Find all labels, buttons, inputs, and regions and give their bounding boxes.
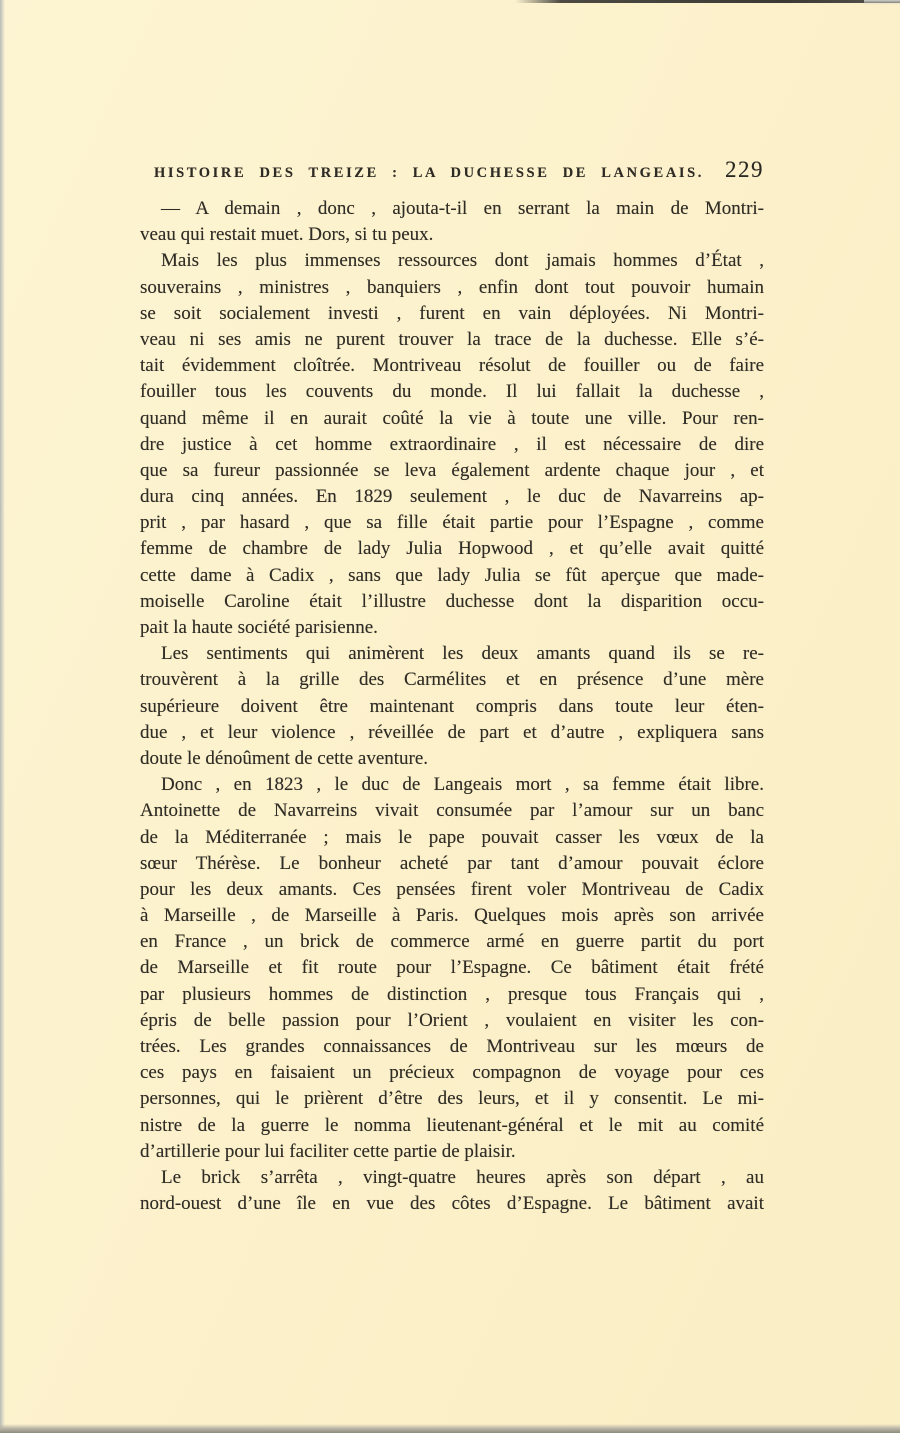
- page-number: 229: [725, 157, 764, 182]
- paragraph: [140, 248, 764, 641]
- text-line: Mais les plus immenses ressources dont jamais hommes d’État ,: [161, 250, 764, 272]
- text-line: pait la haute société parisienne.: [140, 617, 378, 638]
- scan-edge-top: [515, 0, 900, 3]
- scan-edge-bottom: [0, 1424, 900, 1433]
- paragraph: [140, 1165, 764, 1217]
- text-line: femme de chambre de lady Julia Hopwood , et qu’elle avait quitté: [140, 538, 764, 560]
- text-line: supérieure doivent être maintenant compris dans toute leur éten-: [140, 695, 764, 717]
- text-line: d’artillerie pour lui faciliter cette partie de plaisir.: [140, 1140, 516, 1162]
- text-line: Les sentiments qui animèrent les deux amants quand ils se re-: [161, 643, 764, 665]
- text-line: épris de belle passion pour l’Orient , voulaient en visiter les con-: [140, 1009, 764, 1031]
- page-body: [140, 196, 764, 1217]
- text-column: [140, 157, 764, 1217]
- text-line: de Marseille et fit route pour l’Espagne. Ce bâtiment était frété: [140, 957, 764, 979]
- text-line: tait évidemment cloîtrée. Montriveau résolut de fouiller ou de faire: [140, 355, 764, 377]
- text-line: Le brick s’arrêta , vingt-quatre heures après son départ , au: [161, 1166, 764, 1188]
- text-line: nistre de la guerre le nomma lieutenant-général et le mit au comité: [140, 1114, 764, 1136]
- text-line: dura cinq années. En 1829 seulement , le duc de Navarreins ap-: [140, 486, 764, 508]
- text-line: due , et leur violence , réveillée de part et d’autre , expliquera sans: [140, 721, 764, 743]
- text-line: trées. Les grandes connaissances de Montriveau sur les mœurs de: [140, 1036, 764, 1057]
- text-line: doute le dénoûment de cette aventure.: [140, 747, 429, 769]
- text-line: à Marseille , de Marseille à Paris. Quelques mois après son arrivée: [140, 905, 764, 927]
- text-line: de la Méditerranée ; mais le pape pouvait casser les vœux de la: [140, 826, 764, 848]
- text-line: sœur Thérèse. Le bonheur acheté par tant d’amour pouvait éclore: [140, 852, 764, 874]
- page-header: [140, 157, 764, 183]
- text-line: personnes, qui le prièrent d’être des leurs, et il y consentit. Le mi-: [140, 1088, 764, 1110]
- text-line: en France , un brick de commerce armé en guerre partit du port: [140, 931, 764, 953]
- text-line: — A demain , donc , ajouta-t-il en serrant la main de Montri-: [161, 198, 764, 219]
- text-line: nord-ouest d’une île en vue des côtes d’Espagne. Le bâtiment avait: [140, 1193, 764, 1215]
- text-line: Antoinette de Navarreins vivait consumée par l’amour sur un banc: [140, 800, 764, 822]
- running-title: HISTOIRE DES TREIZE : LA DUCHESSE DE LANGEAIS.: [154, 165, 705, 181]
- text-line: Donc , en 1823 , le duc de Langeais mort , sa femme était libre.: [161, 774, 764, 796]
- paragraph: [140, 196, 764, 248]
- text-line: fouiller tous les couvents du monde. Il lui fallait la duchesse ,: [140, 381, 764, 403]
- text-line: veau qui restait muet. Dors, si tu peux.: [140, 224, 434, 246]
- text-line: trouvèrent à la grille des Carmélites et en présence d’une mère: [140, 669, 764, 691]
- text-line: cette dame à Cadix , sans que lady Julia se fût aperçue que made-: [140, 564, 764, 586]
- text-line: dre justice à cet homme extraordinaire , il est nécessaire de dire: [140, 433, 764, 455]
- scan-edge-left: [0, 0, 5, 1433]
- text-line: ces pays en faisaient un précieux compagnon de voyage pour ces: [140, 1062, 764, 1084]
- text-line: veau ni ses amis ne purent trouver la trace de la duchesse. Elle s’é-: [140, 328, 764, 350]
- text-line: prit , par hasard , que sa fille était partie pour l’Espagne , comme: [140, 512, 764, 534]
- text-line: moiselle Caroline était l’illustre duchesse dont la disparition occu-: [140, 590, 764, 612]
- text-line: souverains , ministres , banquiers , enfin dont tout pouvoir humain: [140, 276, 764, 298]
- text-line: quand même il en aurait coûté la vie à toute une ville. Pour ren-: [140, 407, 764, 429]
- text-line: par plusieurs hommes de distinction , presque tous Français qui ,: [140, 983, 764, 1005]
- paragraph: [140, 641, 764, 772]
- scan-edge-top-corner: [864, 0, 900, 5]
- text-line: que sa fureur passionnée se leva également ardente chaque jour , et: [140, 459, 764, 481]
- paragraph: [140, 772, 764, 1165]
- text-line: se soit socialement investi , furent en vain déployées. Ni Montri-: [140, 302, 764, 324]
- text-line: pour les deux amants. Ces pensées firent voler Montriveau de Cadix: [140, 878, 764, 900]
